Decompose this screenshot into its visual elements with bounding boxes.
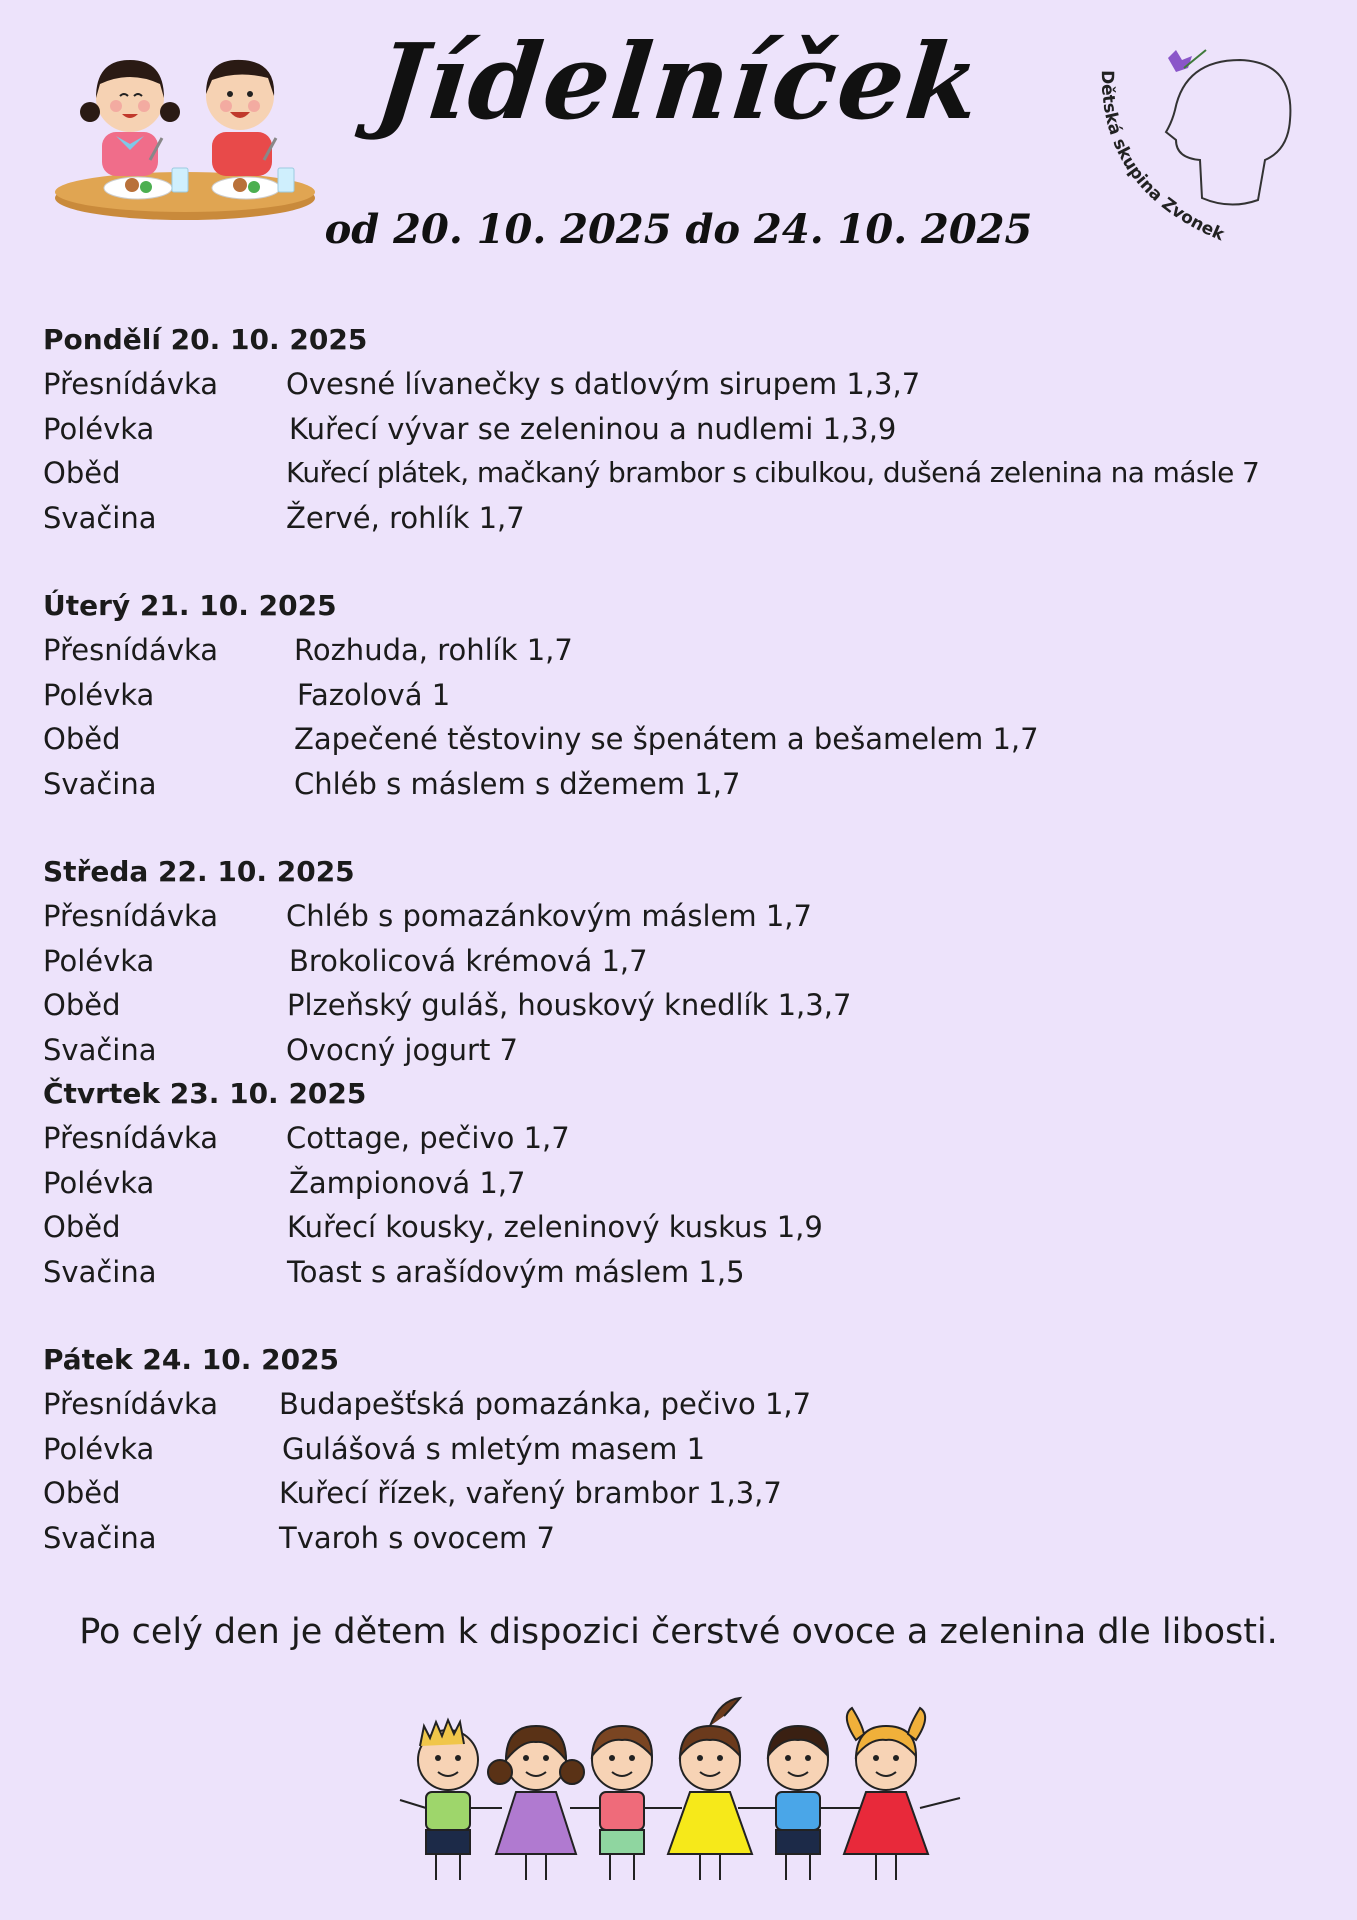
meal-label: Přesnídávka	[43, 633, 219, 667]
day-thursday	[43, 1072, 1343, 1294]
zvonek-logo	[1080, 40, 1310, 260]
meal-food: Kuřecí řízek, vařený brambor 1,3,7	[279, 1476, 782, 1510]
weekly-menu	[43, 318, 1343, 1560]
meal-label: Svačina	[43, 1032, 157, 1067]
meal-food: Kuřecí kousky, zeleninový kuskus 1,9	[287, 1210, 823, 1244]
meal-row	[43, 1427, 1343, 1472]
meal-row	[43, 1250, 1343, 1295]
meal-food: Brokolicová krémová 1,7	[289, 943, 648, 978]
meal-food: Toast s arašídovým máslem 1,5	[287, 1254, 745, 1289]
meal-row	[43, 717, 1343, 762]
day-tuesday	[43, 584, 1343, 806]
meal-label: Polévka	[43, 943, 155, 978]
meal-label: Polévka	[43, 1431, 155, 1466]
meal-label: Přesnídávka	[43, 1387, 219, 1421]
meal-label: Svačina	[43, 1520, 157, 1555]
meal-row	[43, 1116, 1343, 1161]
day-title: Pondělí 20. 10. 2025	[43, 323, 368, 356]
meal-label: Přesnídávka	[43, 367, 219, 401]
day-wednesday	[43, 850, 1343, 1072]
meal-food: Zapečené těstoviny se špenátem a bešamelem 1,7	[294, 722, 1039, 756]
date-range: od 20. 10. 2025 do 24. 10. 2025	[324, 206, 1033, 253]
meal-row	[43, 894, 1343, 939]
meal-food: Kuřecí vývar se zeleninou a nudlemi 1,3,9	[289, 411, 897, 446]
meal-food: Žervé, rohlík 1,7	[286, 500, 525, 535]
meal-row	[43, 628, 1343, 673]
meal-food: Budapešťská pomazánka, pečivo 1,7	[279, 1387, 812, 1421]
meal-row	[43, 1471, 1343, 1516]
meal-food: Ovesné lívanečky s datlovým sirupem 1,3,7	[286, 367, 921, 401]
meal-label: Svačina	[43, 766, 157, 801]
meal-label: Přesnídávka	[43, 1121, 219, 1155]
meal-food: Žampionová 1,7	[289, 1165, 526, 1200]
meal-row	[43, 762, 1343, 807]
children-holding-hands-illustration	[390, 1680, 970, 1890]
meal-label: Svačina	[43, 1254, 157, 1289]
logo-text: Dětská skupina Zvonek	[1096, 70, 1228, 246]
meal-row	[43, 939, 1343, 984]
meal-label: Oběd	[43, 1476, 121, 1510]
meal-row	[43, 1516, 1343, 1561]
meal-label: Polévka	[43, 1165, 155, 1200]
meal-label: Svačina	[43, 500, 157, 535]
meal-row	[43, 451, 1343, 496]
meal-row	[43, 1161, 1343, 1206]
meal-label: Polévka	[43, 411, 155, 446]
meal-food: Rozhuda, rohlík 1,7	[294, 633, 573, 667]
meal-food: Ovocný jogurt 7	[286, 1032, 518, 1067]
meal-row	[43, 1382, 1343, 1427]
meal-row	[43, 983, 1343, 1028]
day-friday	[43, 1338, 1343, 1560]
meal-label: Oběd	[43, 456, 121, 490]
day-monday	[43, 318, 1343, 540]
meal-food: Chléb s pomazánkovým máslem 1,7	[286, 899, 812, 933]
day-title: Středa 22. 10. 2025	[43, 855, 355, 888]
day-title: Pátek 24. 10. 2025	[43, 1343, 340, 1376]
meal-row	[43, 496, 1343, 541]
day-title: Úterý 21. 10. 2025	[43, 589, 337, 622]
meal-label: Přesnídávka	[43, 899, 219, 933]
day-title: Čtvrtek 23. 10. 2025	[43, 1077, 367, 1110]
meal-food: Kuřecí plátek, mačkaný brambor s cibulkou, dušená zelenina na másle 7	[286, 456, 1260, 489]
page-title: Jídelníček	[370, 20, 987, 143]
meal-food: Plzeňský guláš, houskový knedlík 1,3,7	[287, 988, 852, 1022]
meal-label: Polévka	[43, 677, 155, 712]
meal-label: Oběd	[43, 988, 121, 1022]
meal-food: Cottage, pečivo 1,7	[286, 1121, 570, 1155]
meal-row	[43, 1028, 1343, 1073]
meal-label: Oběd	[43, 722, 121, 756]
meal-row	[43, 362, 1343, 407]
meal-row	[43, 1205, 1343, 1250]
meal-row	[43, 407, 1343, 452]
meal-food: Gulášová s mletým masem 1	[282, 1431, 706, 1466]
meal-row	[43, 673, 1343, 718]
meal-label: Oběd	[43, 1210, 121, 1244]
meal-food: Chléb s máslem s džemem 1,7	[294, 766, 741, 801]
footer-note: Po celý den je dětem k dispozici čerstvé ovoce a zelenina dle libosti.	[79, 1612, 1278, 1652]
meal-food: Fazolová 1	[297, 677, 451, 712]
meal-food: Tvaroh s ovocem 7	[279, 1520, 555, 1555]
